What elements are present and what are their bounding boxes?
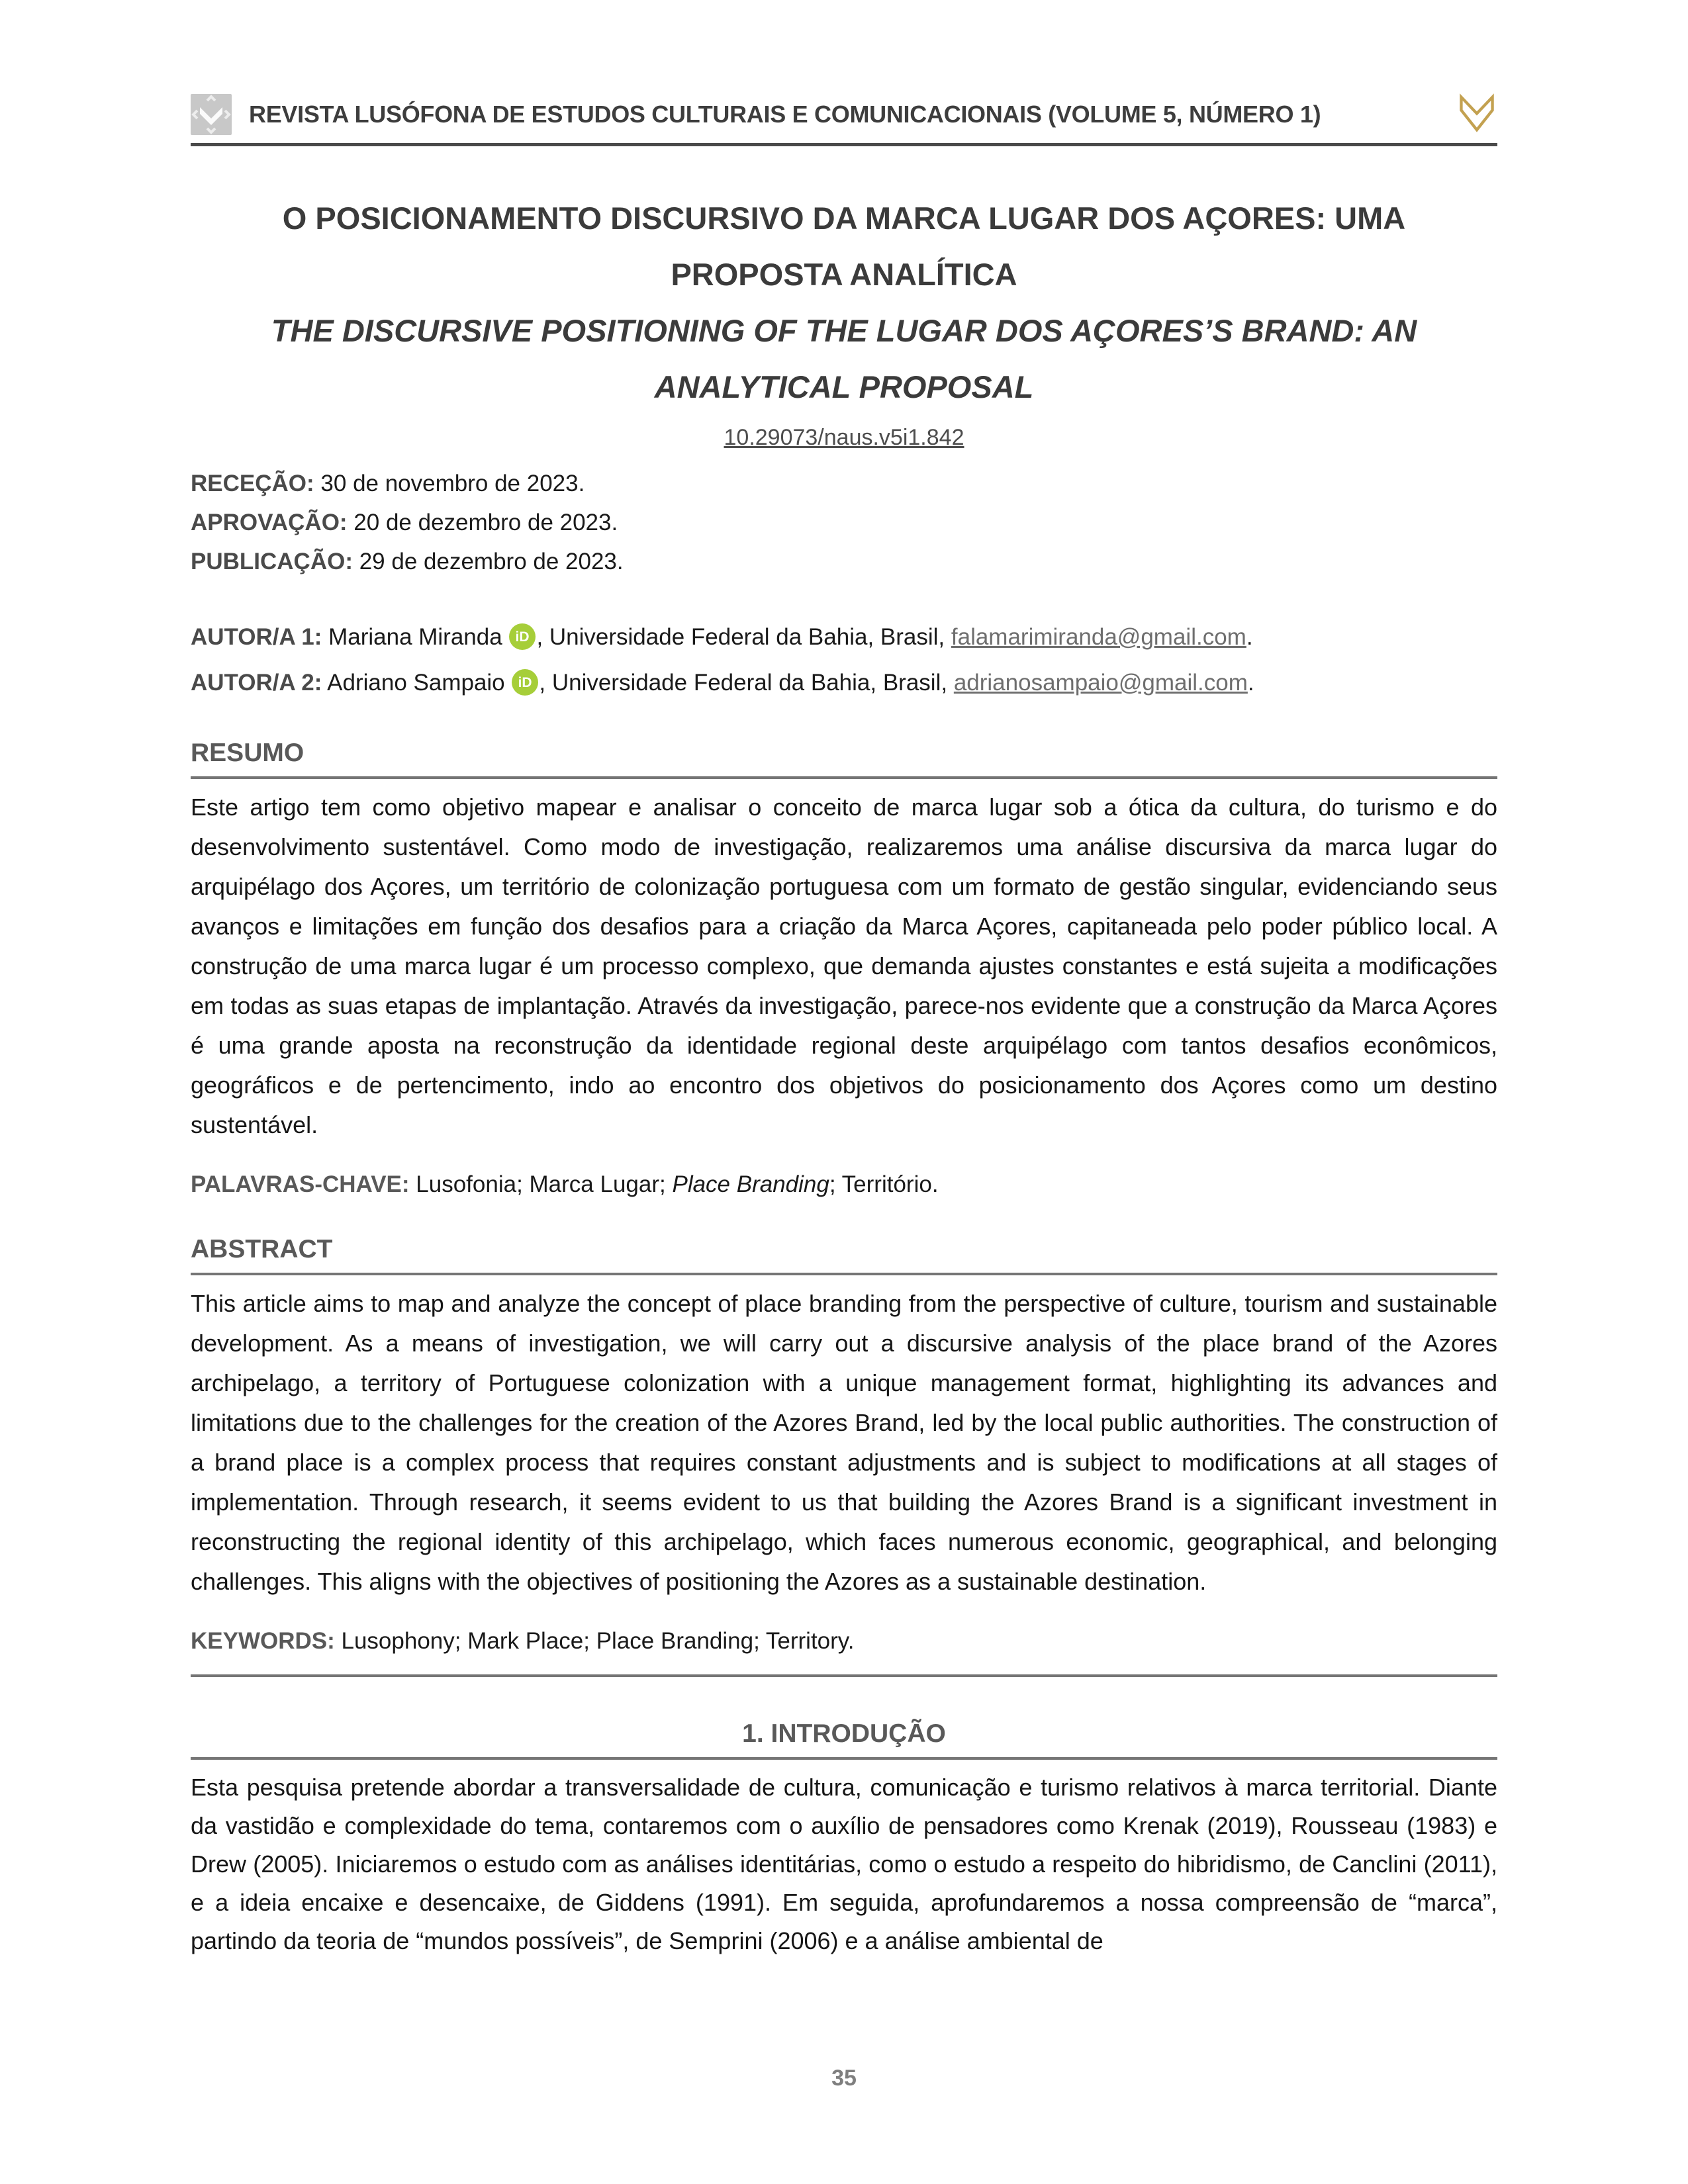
- reception-date: [191, 464, 1497, 503]
- svg-text:iD: iD: [518, 675, 532, 690]
- palavras-chave-prefix: Lusofonia; Marca Lugar;: [409, 1171, 673, 1197]
- abstract-heading: ABSTRACT: [191, 1235, 333, 1263]
- doi-link[interactable]: 10.29073/naus.v5i1.842: [724, 425, 964, 450]
- keywords-line: [191, 1624, 1497, 1659]
- resumo-heading: RESUMO: [191, 739, 305, 767]
- publication-date: [191, 542, 1497, 581]
- abstract-paragraph: This article aims to map and analyze the concept of place branding from the perspective of culture, tourism and sustainable development. As a means of investigation, we will carry out a discursive analysis of the place brand of the Azores archipelago, a territory of Portuguese colonization with a unique management format, highlighting its advances and limitations due to the challenges for the creation of the Azores Brand, led by the local public authorities. The construction of a brand place is a complex process that requires constant adjustments and is subject to modifications at all stages of implementation. Through research, it seems evident to us that building the Azores Brand is a significant investment in reconstructing the regional identity of this archipelago, which faces numerous economic, geographical, and belonging challenges. This aligns with the objectives of positioning the Azores as a sustainable destination.: [191, 1290, 1497, 1595]
- introduction-heading: 1. INTRODUÇÃO: [742, 1719, 946, 1748]
- svg-text:iD: iD: [515, 629, 530, 645]
- gold-chevron-logo-icon: [1456, 93, 1497, 136]
- journal-masthead: [191, 0, 1497, 136]
- palavras-chave-suffix: ; Território.: [829, 1171, 939, 1197]
- keywords-label: KEYWORDS:: [191, 1628, 335, 1654]
- journal-name: REVISTA LUSÓFONA DE ESTUDOS CULTURAIS E COMUNICACIONAIS (VOLUME 5, NÚMERO 1): [249, 101, 1321, 128]
- author-2-email-link[interactable]: adrianosampaio@gmail.com: [953, 670, 1248, 696]
- resumo-divider: [191, 776, 1497, 779]
- palavras-chave-italic-term: Place Branding: [672, 1171, 829, 1197]
- reception-label: RECEÇÃO:: [191, 471, 314, 496]
- author-2-affiliation: , Universidade Federal da Bahia, Brasil,: [539, 670, 954, 696]
- author-1-affiliation: , Universidade Federal da Bahia, Brasil,: [536, 624, 951, 650]
- keywords-value: Lusophony; Mark Place; Place Branding; Territory.: [334, 1628, 855, 1654]
- authors-block: [191, 614, 1497, 705]
- author-2-suffix: .: [1247, 670, 1254, 696]
- author-2-name: Adriano Sampaio: [322, 670, 512, 696]
- title-pt-line-2: PROPOSTA ANALÍTICA: [671, 257, 1017, 292]
- author-1-suffix: .: [1246, 624, 1253, 650]
- approval-value: 20 de dezembro de 2023.: [347, 510, 618, 535]
- orcid-id-icon[interactable]: [511, 668, 539, 696]
- publication-label: PUBLICAÇÃO:: [191, 549, 353, 574]
- author-1-email-link[interactable]: falamarimiranda@gmail.com: [951, 624, 1246, 650]
- title-en-line-2: ANALYTICAL PROPOSAL: [654, 369, 1034, 404]
- introduction-paragraph: Esta pesquisa pretende abordar a transversalidade de cultura, comunicação e turismo relativos à marca territorial. Diante da vastidão e complexidade do tema, contaremos com o auxílio de pensadores como Krenak (2019), Rousseau (1983) e Drew (2005). Iniciaremos o estudo com as análises identitárias, como o estudo a respeito do hibridismo, de Canclini (2011), e a ideia encaixe e desencaixe, de Giddens (1991). Em seguida, aprofundaremos a nossa compreensão de “marca”, partindo da teoria de “mundos possíveis”, de Semprini (2006) e a análise ambiental de: [191, 1774, 1497, 1954]
- author-1-label: AUTOR/A 1:: [191, 624, 322, 650]
- title-en-line-1: THE DISCURSIVE POSITIONING OF THE LUGAR DOS AÇORES’S BRAND: AN: [271, 313, 1417, 348]
- author-1: [191, 614, 1497, 660]
- author-2: [191, 660, 1497, 705]
- approval-date: [191, 503, 1497, 542]
- header-divider: [191, 143, 1497, 146]
- keywords-divider: [191, 1674, 1497, 1677]
- orcid-id-icon[interactable]: [508, 623, 536, 651]
- dates-block: [191, 464, 1497, 581]
- palavras-chave-line: [191, 1167, 1497, 1202]
- introduction-divider: [191, 1757, 1497, 1760]
- approval-label: APROVAÇÃO:: [191, 510, 348, 535]
- author-1-name: Mariana Miranda: [322, 624, 509, 650]
- resumo-paragraph: Este artigo tem como objetivo mapear e analisar o conceito de marca lugar sob a ótica da cultura, do turismo e do desenvolvimento sustentável. Como modo de investigação, realizaremos uma análise discursiva da marca lugar do arquipélago dos Açores, um território de colonização portuguesa com um formato de gestão singular, evidenciando seus avanços e limitações em função dos desafios para a criação da Marca Açores, capitaneada pelo poder público local. A construção de uma marca lugar é um processo complexo, que demanda ajustes constantes e está sujeita a modificações em todas as suas etapas de implantação. Através da investigação, parece-nos evidente que a construção da Marca Açores é uma grande aposta na reconstrução da identidade regional deste arquipélago com tantos desafios econômicos, geográficos e de pertencimento, indo ao encontro dos objetivos do posicionamento dos Açores como um destino sustentável.: [191, 794, 1497, 1138]
- doi-line: [191, 420, 1497, 455]
- abstract-divider: [191, 1273, 1497, 1275]
- title-pt-line-1: O POSICIONAMENTO DISCURSIVO DA MARCA LUGAR DOS AÇORES: UMA: [282, 201, 1406, 236]
- page-number: 35: [831, 2066, 857, 2091]
- article-title: [191, 190, 1497, 415]
- move-anchor-icon: [191, 94, 232, 135]
- palavras-chave-label: PALAVRAS-CHAVE:: [191, 1171, 410, 1197]
- author-2-label: AUTOR/A 2:: [191, 670, 322, 696]
- publication-value: 29 de dezembro de 2023.: [352, 549, 624, 574]
- reception-value: 30 de novembro de 2023.: [314, 471, 585, 496]
